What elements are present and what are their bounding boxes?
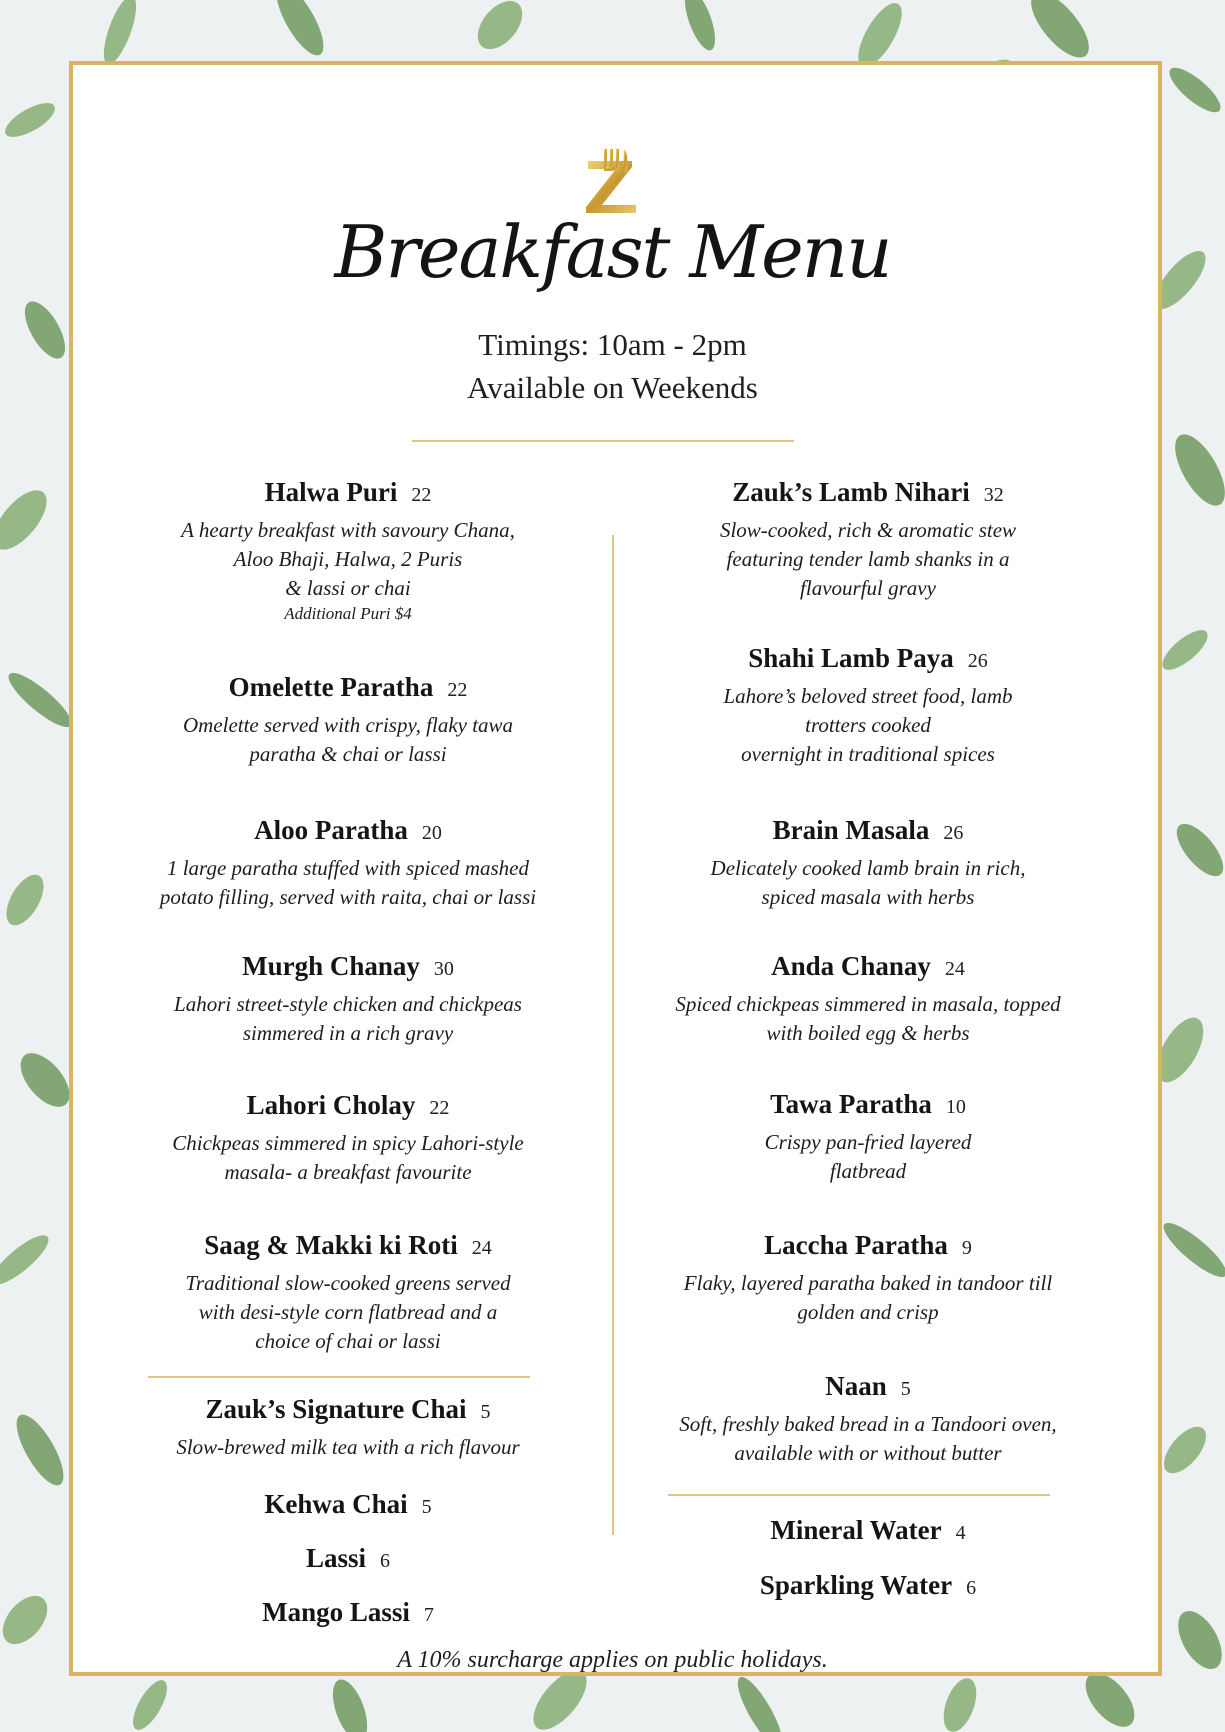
item-name: Lassi — [305, 1543, 367, 1573]
item-name: Laccha Paratha — [764, 1230, 948, 1260]
leaf-shape — [679, 0, 722, 54]
menu-item-kehwa-chai — [98, 1489, 598, 1520]
description-line: choice of chai or lassi — [255, 1329, 441, 1353]
item-price: 5 — [900, 1378, 911, 1400]
item-description — [98, 1433, 598, 1462]
item-description — [98, 1269, 598, 1356]
item-price: 24 — [471, 1237, 492, 1259]
item-name: Anda Chanay — [771, 951, 931, 981]
leaf-shape — [1165, 427, 1225, 513]
leaf-shape — [2, 666, 77, 734]
leaf-shape — [937, 1674, 982, 1732]
title-divider — [412, 440, 794, 442]
description-line: flatbread — [829, 1159, 907, 1183]
menu-item-tawa-paratha — [618, 1089, 1118, 1186]
item-name: Tawa Paratha — [770, 1089, 932, 1119]
leaf-shape — [1157, 1216, 1225, 1284]
menu-item-heading — [98, 1597, 598, 1628]
description-line: Flaky, layered paratha baked in tandoor till — [683, 1271, 1053, 1295]
menu-item-heading — [98, 1090, 598, 1121]
leaf-shape — [268, 0, 332, 62]
menu-item-brain-masala — [618, 815, 1118, 912]
description-line: Aloo Bhaji, Halwa, 2 Puris — [233, 547, 463, 571]
item-price: 5 — [421, 1496, 432, 1518]
menu-item-heading — [98, 1543, 598, 1574]
item-price: 32 — [983, 484, 1004, 506]
menu-item-heading — [618, 815, 1118, 846]
item-description — [98, 990, 598, 1048]
description-line: overnight in traditional spices — [741, 742, 995, 766]
leaf-shape — [1156, 624, 1213, 677]
menu-item-heading — [98, 1394, 598, 1425]
item-price: 26 — [943, 822, 964, 844]
item-price: 26 — [967, 650, 988, 672]
menu-title: Breakfast Menu — [334, 210, 891, 294]
menu-item-heading — [618, 1230, 1118, 1261]
item-price: 9 — [961, 1237, 972, 1259]
leaf-shape — [0, 481, 56, 558]
description-line: Slow-brewed milk tea with a rich flavour — [176, 1435, 520, 1459]
leaf-shape — [1021, 0, 1098, 67]
item-name: Halwa Puri — [264, 477, 398, 507]
menu-item-heading — [98, 672, 598, 703]
description-line: Slow-cooked, rich & aromatic stew — [719, 518, 1017, 542]
description-line: Lahori street-style chicken and chickpeas — [174, 992, 522, 1016]
description-line: potato filling, served with raita, chai or lassi — [159, 885, 537, 909]
leaf-shape — [0, 96, 59, 143]
item-price: 30 — [433, 958, 454, 980]
description-line: trotters cooked — [805, 713, 931, 737]
menu-item-heading — [618, 951, 1118, 982]
description-line: & lassi or chai — [285, 576, 411, 600]
item-price: 4 — [955, 1522, 966, 1544]
item-description — [618, 854, 1118, 912]
menu-item-heading — [98, 477, 598, 508]
leaf-shape — [0, 1228, 55, 1291]
item-name: Aloo Paratha — [254, 815, 408, 845]
item-price: 10 — [945, 1096, 966, 1118]
item-price: 5 — [480, 1401, 491, 1423]
item-name: Omelette Paratha — [228, 672, 434, 702]
item-price: 22 — [429, 1097, 450, 1119]
item-name: Brain Masala — [772, 815, 930, 845]
menu-item-heading — [618, 1371, 1118, 1402]
menu-item-zauk-s-signature-chai — [98, 1394, 598, 1462]
menu-item-heading — [618, 643, 1118, 674]
leaf-shape — [1169, 816, 1225, 883]
description-line: Traditional slow-cooked greens served — [185, 1271, 511, 1295]
item-name: Zauk’s Signature Chai — [205, 1394, 467, 1424]
menu-item-laccha-paratha — [618, 1230, 1118, 1327]
item-name: Shahi Lamb Paya — [748, 643, 954, 673]
item-description — [98, 1129, 598, 1187]
description-line: available with or without butter — [734, 1441, 1002, 1465]
description-line: simmered in a rich gravy — [242, 1021, 454, 1045]
menu-item-zauk-s-lamb-nihari — [618, 477, 1118, 603]
leaf-shape — [1163, 61, 1225, 119]
menu-item-naan — [618, 1371, 1118, 1468]
z-fork-knife-logo-icon — [580, 147, 646, 217]
leaf-shape — [126, 1675, 173, 1732]
leaf-shape — [469, 0, 531, 57]
menu-item-heading — [618, 1515, 1118, 1546]
menu-item-heading — [618, 1570, 1118, 1601]
item-name: Sparkling Water — [759, 1570, 953, 1600]
item-price: 22 — [447, 679, 468, 701]
description-line: flavourful gravy — [800, 576, 936, 600]
menu-item-aloo-paratha — [98, 815, 598, 912]
description-line: featuring tender lamb shanks in a — [726, 547, 1010, 571]
item-name: Murgh Chanay — [242, 951, 420, 981]
menu-item-heading — [618, 1089, 1118, 1120]
item-description — [618, 1269, 1118, 1327]
item-price: 22 — [411, 484, 432, 506]
menu-item-lassi — [98, 1543, 598, 1574]
item-price: 6 — [380, 1550, 391, 1572]
menu-item-heading — [98, 815, 598, 846]
item-name: Mineral Water — [770, 1515, 942, 1545]
description-line: Soft, freshly baked bread in a Tandoori oven, — [679, 1412, 1057, 1436]
item-description — [98, 711, 598, 769]
column-divider — [612, 535, 614, 1535]
description-line: Spiced chickpeas simmered in masala, topped — [675, 992, 1061, 1016]
description-line: with boiled egg & herbs — [766, 1021, 970, 1045]
item-price: 24 — [944, 958, 965, 980]
item-name: Zauk’s Lamb Nihari — [732, 477, 970, 507]
menu-item-halwa-puri — [98, 477, 598, 625]
description-line: Chickpeas simmered in spicy Lahori-style — [172, 1131, 524, 1155]
description-line: A hearty breakfast with savoury Chana, — [181, 518, 515, 542]
menu-item-omelette-paratha — [98, 672, 598, 769]
description-line: spiced masala with herbs — [761, 885, 975, 909]
menu-item-sparkling-water — [618, 1570, 1118, 1601]
item-price: 20 — [421, 822, 442, 844]
item-name: Mango Lassi — [262, 1597, 410, 1627]
item-name: Lahori Cholay — [246, 1090, 416, 1120]
description-line: Delicately cooked lamb brain in rich, — [710, 856, 1026, 880]
timings-text: Timings: 10am - 2pm — [478, 327, 747, 362]
leaf-shape — [1156, 1420, 1213, 1481]
leaf-shape — [97, 0, 142, 68]
menu-item-saag-makki-ki-roti — [98, 1230, 598, 1356]
left-drinks-divider — [148, 1376, 530, 1378]
description-line: 1 large paratha stuffed with spiced mashed — [166, 856, 530, 880]
right-drinks-divider — [668, 1494, 1050, 1496]
item-description — [618, 1410, 1118, 1468]
leaf-shape — [8, 1408, 72, 1491]
menu-item-heading — [618, 477, 1118, 508]
leaf-shape — [730, 1672, 789, 1732]
item-name: Naan — [825, 1371, 887, 1401]
item-description — [98, 854, 598, 912]
item-note: Additional Puri $4 — [284, 604, 412, 623]
menu-item-mango-lassi — [98, 1597, 598, 1628]
item-price: 6 — [966, 1577, 977, 1599]
item-description — [618, 1128, 1118, 1186]
description-line: paratha & chai or lassi — [249, 742, 447, 766]
description-line: Crispy pan-fried layered — [764, 1130, 972, 1154]
item-name: Kehwa Chai — [264, 1489, 408, 1519]
item-description — [618, 682, 1118, 769]
menu-item-mineral-water — [618, 1515, 1118, 1546]
menu-item-heading — [98, 1489, 598, 1520]
description-line: with desi-style corn flatbread and a — [198, 1300, 498, 1324]
description-line: masala- a breakfast favourite — [224, 1160, 472, 1184]
item-name: Saag & Makki ki Roti — [204, 1230, 458, 1260]
menu-item-shahi-lamb-paya — [618, 643, 1118, 769]
description-line: golden and crisp — [797, 1300, 939, 1324]
leaf-shape — [326, 1675, 374, 1732]
item-description — [618, 516, 1118, 603]
description-line: Omelette served with crispy, flaky tawa — [182, 713, 514, 737]
surcharge-note: A 10% surcharge applies on public holidays. — [397, 1647, 828, 1673]
item-description — [98, 516, 598, 603]
description-line: Lahore’s beloved street food, lamb — [723, 684, 1013, 708]
menu-item-heading — [98, 1230, 598, 1261]
leaf-shape — [0, 1588, 56, 1653]
menu-item-heading — [98, 951, 598, 982]
availability-text: Available on Weekends — [467, 370, 758, 405]
menu-item-lahori-cholay — [98, 1090, 598, 1187]
menu-item-murgh-chanay — [98, 951, 598, 1048]
leaf-shape — [0, 869, 51, 931]
menu-item-anda-chanay — [618, 951, 1118, 1048]
item-description — [618, 990, 1118, 1048]
item-price: 7 — [423, 1604, 434, 1626]
